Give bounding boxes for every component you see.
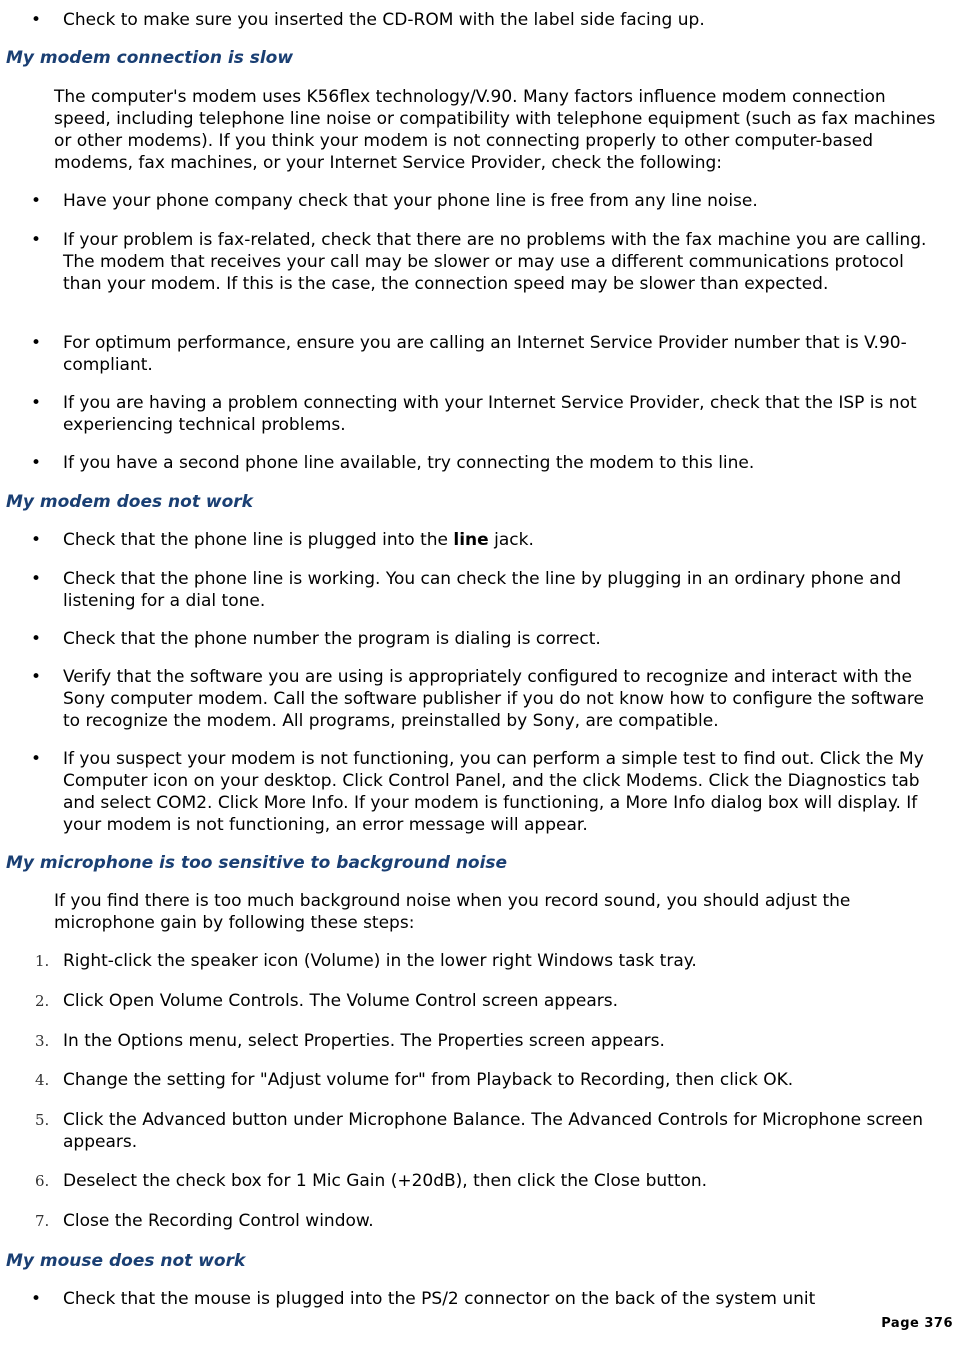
bullet-marker: • [31, 530, 42, 550]
list-item-text: Have your phone company check that your phone line is free from any line noise. [63, 191, 758, 211]
list-item-text: If your problem is fax-related, check that there are no problems with the fax machine you are calling. The modem that receives your call may be slower or may use a different communications protocol than your modem. If this is the case, the connection speed may be slower than expected. [63, 230, 927, 294]
step-text: Close the Recording Control window. [63, 1211, 374, 1231]
bullet-marker: • [31, 569, 42, 589]
step-number: 2. [35, 992, 50, 1010]
list-item-text: Verify that the software you are using is appropriately configured to recognize and interact with the Sony computer modem. Call the software publisher if you do not know how to configure the software to recognize the modem. All programs, preinstalled by Sony, are compatible. [63, 667, 924, 731]
list-item-text: Check that the phone number the program is dialing is correct. [63, 629, 601, 649]
section-heading-mouse: My mouse does not work [6, 1251, 246, 1271]
step-text: Change the setting for "Adjust volume for" from Playback to Recording, then click OK. [63, 1070, 794, 1090]
step-number: 7. [35, 1212, 50, 1230]
bullet-marker: • [31, 230, 42, 250]
bullet-marker: • [31, 333, 42, 353]
step-text: Click Open Volume Controls. The Volume Control screen appears. [63, 991, 619, 1011]
bullet-marker: • [31, 1289, 42, 1309]
step-text: Right-click the speaker icon (Volume) in the lower right Windows task tray. [63, 951, 697, 971]
list-item-text: For optimum performance, ensure you are calling an Internet Service Provider number that is V.90-compliant. [63, 333, 907, 375]
section-heading-modem-not-work: My modem does not work [6, 492, 253, 512]
list-item-text: If you suspect your modem is not functioning, you can perform a simple test to find out. Click the My Computer icon on your desktop. Click Control Panel, and the click Modems. Click the Diagnostics tab and select COM2. Click More Info. If your modem is functioning, a More Info dialog box will display. If your modem is not functioning, an error message will appear. [63, 749, 924, 835]
page-number: Page 376 [881, 1316, 953, 1331]
bullet-marker: • [31, 629, 42, 649]
step-text: In the Options menu, select Properties. The Properties screen appears. [63, 1031, 665, 1051]
bold-term-line: line [453, 530, 489, 550]
list-item-text: Check to make sure you inserted the CD-ROM with the label side facing up. [63, 10, 705, 30]
bullet-marker: • [31, 453, 42, 473]
bullet-marker: • [31, 10, 42, 30]
step-number: 3. [35, 1032, 50, 1050]
step-number: 4. [35, 1071, 50, 1089]
bullet-marker: • [31, 191, 42, 211]
step-text: Click the Advanced button under Microphone Balance. The Advanced Controls for Microphone screen appears. [63, 1110, 923, 1152]
bullet-marker: • [31, 393, 42, 413]
section-heading-microphone: My microphone is too sensitive to background noise [6, 853, 508, 873]
section-intro-modem-slow: The computer's modem uses K56flex technology/V.90. Many factors influence modem connection speed, including telephone line noise or compatibility with telephone equipment (such as fax machines or other modems). If you think your modem is not connecting properly to other computer-based modems, fax machines, or your Internet Service Provider, check the following: [54, 87, 936, 173]
bullet-marker: • [31, 667, 42, 687]
step-number: 5. [35, 1111, 50, 1129]
list-item-text: If you are having a problem connecting with your Internet Service Provider, check that the ISP is not experiencing technical problems. [63, 393, 917, 435]
section-intro-microphone: If you find there is too much background noise when you record sound, you should adjust the microphone gain by following these steps: [54, 891, 851, 933]
list-item-text [63, 529, 946, 551]
list-item-text: Check that the phone line is working. You can check the line by plugging in an ordinary phone and listening for a dial tone. [63, 569, 902, 611]
section-heading-modem-slow: My modem connection is slow [6, 48, 294, 68]
list-item-text: If you have a second phone line available, try connecting the modem to this line. [63, 453, 755, 473]
text-run: Check that the phone line is plugged into the [63, 530, 454, 550]
text-run: jack. [488, 530, 534, 550]
step-text: Deselect the check box for 1 Mic Gain (+20dB), then click the Close button. [63, 1171, 708, 1191]
step-number: 1. [35, 952, 50, 970]
list-item-text: Check that the mouse is plugged into the PS/2 connector on the back of the system unit [63, 1289, 816, 1309]
bullet-marker: • [31, 749, 42, 769]
step-number: 6. [35, 1172, 50, 1190]
